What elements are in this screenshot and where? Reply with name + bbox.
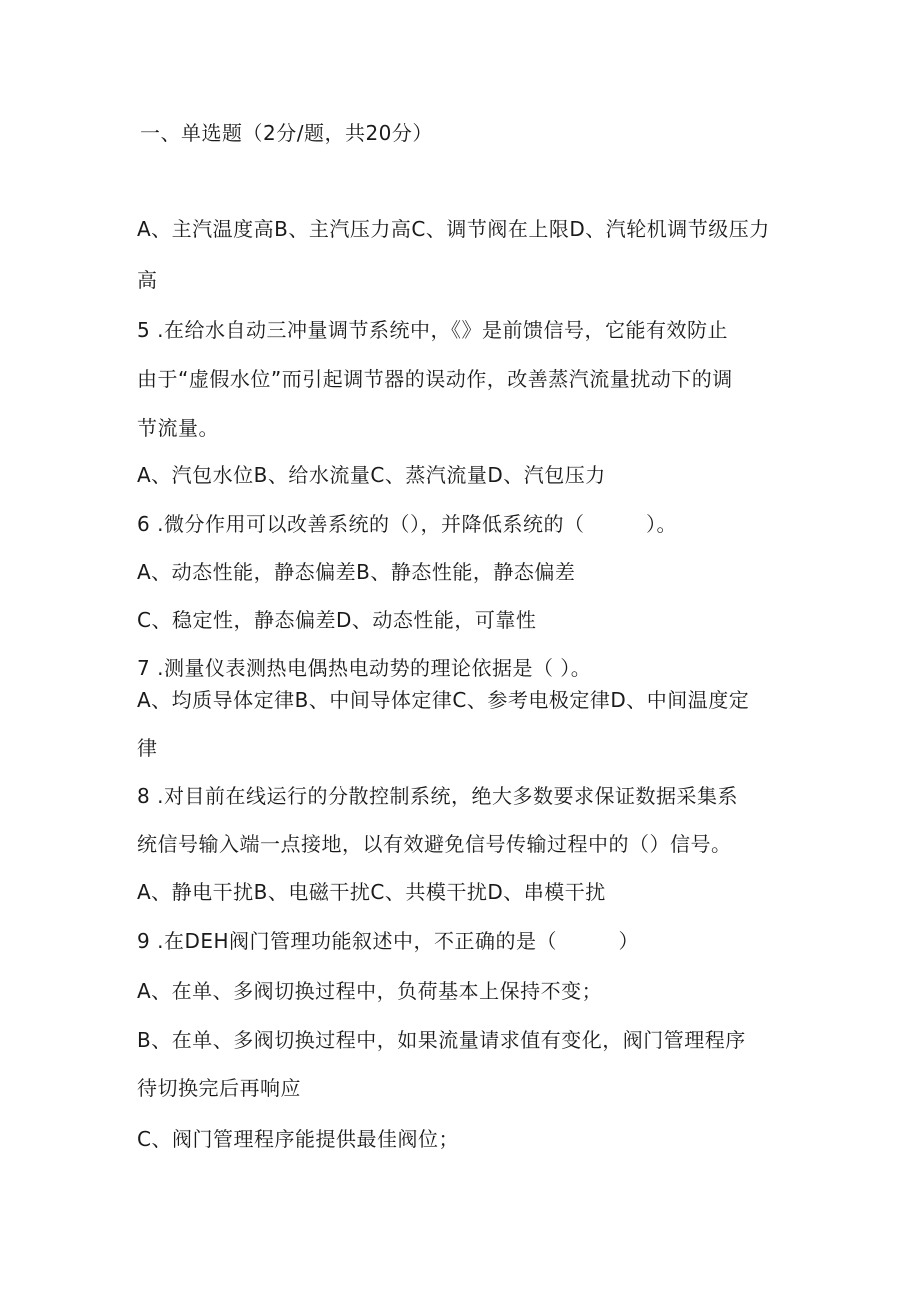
- question-5-line: 5 .在给水自动三冲量调节系统中，《》是前馈信号，它能有效防止: [137, 318, 728, 342]
- text-line: 律: [137, 736, 158, 760]
- question-6-line: 6 .微分作用可以改善系统的（），并降低系统的（ ）。: [137, 512, 677, 536]
- options-line: C、稳定性，静态偏差D、动态性能，可靠性: [137, 608, 537, 632]
- text-line: 高: [137, 268, 158, 292]
- options-line: A、动态性能，静态偏差B、静态性能，静态偏差: [137, 560, 576, 584]
- option-b-line: B、在单、多阀切换过程中，如果流量请求值有变化，阀门管理程序: [137, 1028, 746, 1052]
- section-heading: 一、单选题（2分/题，共20分）: [140, 121, 433, 145]
- text-line: A、主汽温度高B、主汽压力高C、调节阀在上限D、汽轮机调节级压力: [137, 217, 770, 241]
- question-8-line: 8 .对目前在线运行的分散控制系统，绝大多数要求保证数据采集系: [137, 784, 738, 808]
- option-c-line: C、阀门管理程序能提供最佳阀位；: [137, 1127, 459, 1151]
- options-line: A、均质导体定律B、中间导体定律C、参考电极定律D、中间温度定: [137, 688, 750, 712]
- text-line: 待切换完后再响应: [137, 1076, 301, 1100]
- text-line: 由于“虚假水位”而引起调节器的误动作，改善蒸汽流量扰动下的调: [137, 367, 733, 391]
- question-7-line: 7 .测量仪表测热电偶热电动势的理论依据是（ ）。: [137, 656, 592, 680]
- options-line: A、静电干扰B、电磁干扰C、共模干扰D、串模干扰: [137, 880, 606, 904]
- text-line: 统信号输入端一点接地，以有效避免信号传输过程中的（）信号。: [137, 832, 732, 856]
- option-a-line: A、在单、多阀切换过程中，负荷基本上保持不变；: [137, 979, 603, 1003]
- question-9-line: 9 .在DEH阀门管理功能叙述中，不正确的是（ ）: [137, 929, 640, 953]
- text-line: 节流量。: [137, 416, 219, 440]
- options-line: A、汽包水位B、给水流量C、蒸汽流量D、汽包压力: [137, 463, 606, 487]
